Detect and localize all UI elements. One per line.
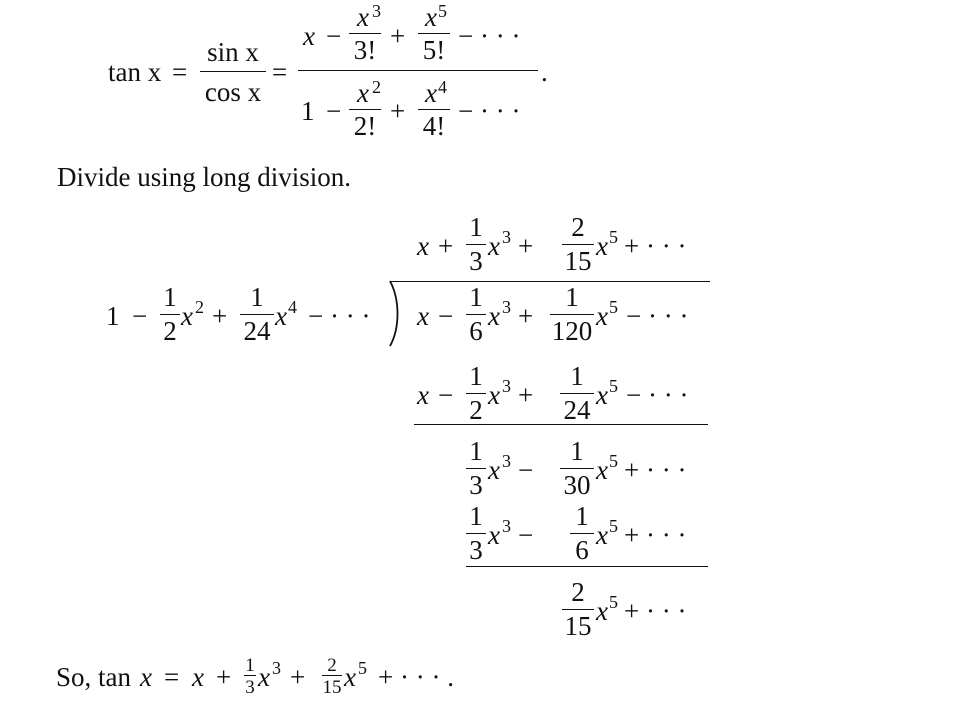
- num-x: x: [303, 21, 315, 51]
- q-bar1: [466, 244, 486, 245]
- conclusion-x: x: [140, 662, 152, 692]
- s2-e3: 3: [502, 516, 511, 536]
- s2-x5: x: [596, 520, 608, 550]
- s1-x: x: [417, 380, 429, 410]
- q-plus: +: [438, 231, 454, 261]
- dd-e3: 3: [502, 297, 511, 317]
- num-f5: 5!: [422, 35, 446, 65]
- r1-tail: + · · ·: [624, 455, 687, 485]
- q-tail: + · · ·: [624, 231, 687, 261]
- s1-minus: −: [438, 380, 454, 410]
- s1-den24: 24: [563, 395, 591, 425]
- r1-e5: 5: [609, 451, 618, 471]
- r1-den3: 3: [469, 470, 483, 500]
- num-tail: − · · ·: [458, 21, 521, 51]
- q-e5: 5: [609, 227, 618, 247]
- conclusion-x3: x: [258, 662, 270, 692]
- r1-e3: 3: [502, 451, 511, 471]
- s2-e5: 5: [609, 516, 618, 536]
- division-bracket: [384, 280, 404, 348]
- s1-bar1: [466, 393, 486, 394]
- r1-x5: x: [596, 455, 608, 485]
- conclusion-den1: 3: [245, 677, 255, 698]
- s1-plus: +: [518, 380, 534, 410]
- dv-x4: x: [275, 301, 287, 331]
- s2-tail: + · · ·: [624, 520, 687, 550]
- r2-e5: 5: [609, 592, 618, 612]
- period: .: [541, 57, 548, 87]
- r1-minus: −: [518, 455, 534, 485]
- num-plus: +: [390, 21, 406, 51]
- q-plus2: +: [518, 231, 534, 261]
- division-overline: [390, 281, 710, 282]
- den-plus: +: [390, 96, 406, 126]
- num-x3: x: [357, 2, 369, 32]
- dv-e4: 4: [288, 297, 297, 317]
- s1-num2: 1: [570, 361, 584, 391]
- den-f2: 2!: [353, 111, 377, 141]
- dd-tail: − · · ·: [626, 301, 689, 331]
- frac-bar-5: [418, 33, 450, 34]
- fraction-bar: [200, 71, 266, 72]
- r1-num2: 1: [570, 436, 584, 466]
- subtraction-line-2: [466, 566, 708, 567]
- conclusion-eq: =: [164, 662, 180, 692]
- den-one: 1: [301, 96, 315, 126]
- eq-1: =: [172, 57, 188, 87]
- r2-bar: [562, 609, 594, 610]
- q-x3: x: [488, 231, 500, 261]
- dd-e5: 5: [609, 297, 618, 317]
- q-num2: 2: [571, 212, 585, 242]
- dv-bar1: [160, 314, 180, 315]
- q-x: x: [417, 231, 429, 261]
- dv-bar2: [240, 314, 274, 315]
- s2-minus: −: [518, 520, 534, 550]
- r2-num: 2: [571, 577, 585, 607]
- s2-bar2: [570, 533, 594, 534]
- s1-e3: 3: [502, 376, 511, 396]
- s2-num1: 1: [469, 501, 483, 531]
- q-bar2: [562, 244, 594, 245]
- r2-tail: + · · ·: [624, 596, 687, 626]
- den-e4: 4: [438, 77, 447, 97]
- dv-minus: −: [132, 301, 148, 331]
- eq-2: =: [272, 57, 288, 87]
- s2-den3: 3: [469, 535, 483, 565]
- den-x2: x: [357, 78, 369, 108]
- conclusion-num2: 2: [327, 655, 337, 676]
- r1-bar2: [560, 468, 594, 469]
- s1-x3: x: [488, 380, 500, 410]
- lhs: tan x: [108, 57, 162, 87]
- s2-den6: 6: [575, 535, 589, 565]
- dv-num1: 1: [163, 282, 177, 312]
- num-e3: 3: [372, 1, 381, 21]
- dd-minus: −: [438, 301, 454, 331]
- s1-x5: x: [596, 380, 608, 410]
- s2-x3: x: [488, 520, 500, 550]
- instruction-text: Divide using long division.: [57, 162, 352, 192]
- conclusion-den2: 15: [322, 677, 342, 698]
- r2-x5: x: [596, 596, 608, 626]
- r1-bar1: [466, 468, 486, 469]
- s1-num1: 1: [469, 361, 483, 391]
- dd-num2: 1: [565, 282, 579, 312]
- conclusion-tail: + · · · .: [378, 662, 454, 692]
- s1-tail: − · · ·: [626, 380, 689, 410]
- main-fraction-bar: [298, 70, 538, 71]
- dd-x: x: [417, 301, 429, 331]
- num-minus: −: [326, 21, 342, 51]
- den-minus: −: [326, 96, 342, 126]
- r1-den30: 30: [563, 470, 591, 500]
- q-den3: 3: [469, 246, 483, 276]
- dv-tail: − · · ·: [308, 301, 371, 331]
- s2-bar1: [466, 533, 486, 534]
- frac-bar-3: [349, 33, 381, 34]
- q-x5: x: [596, 231, 608, 261]
- dv-den24: 24: [243, 316, 271, 346]
- num-x5: x: [425, 2, 437, 32]
- dv-one: 1: [106, 301, 120, 331]
- conclusion-plus2: +: [290, 662, 306, 692]
- frac-bar-2: [349, 109, 381, 110]
- dd-x3: x: [488, 301, 500, 331]
- dd-bar2: [550, 314, 594, 315]
- conclusion-e5: 5: [358, 658, 367, 678]
- dv-plus: +: [212, 301, 228, 331]
- num-f3: 3!: [353, 35, 377, 65]
- dd-num1: 1: [469, 282, 483, 312]
- conclusion-plus1: +: [216, 662, 232, 692]
- s1-e5: 5: [609, 376, 618, 396]
- r1-num1: 1: [469, 436, 483, 466]
- s1-den2: 2: [469, 395, 483, 425]
- dd-plus: +: [518, 301, 534, 331]
- subtraction-line-1: [414, 424, 708, 425]
- den-f4: 4!: [422, 111, 446, 141]
- cos-denominator: cos x: [204, 77, 262, 107]
- conclusion-so: So, tan: [56, 662, 132, 692]
- conclusion-bar2: [322, 675, 342, 676]
- den-x4: x: [425, 78, 437, 108]
- conclusion-e3: 3: [272, 658, 281, 678]
- sin-numerator: sin x: [207, 37, 259, 67]
- r1-x3: x: [488, 455, 500, 485]
- q-num1: 1: [469, 212, 483, 242]
- r2-den: 15: [564, 611, 592, 641]
- q-den15: 15: [564, 246, 592, 276]
- dd-den120: 120: [551, 316, 593, 346]
- s2-num2: 1: [575, 501, 589, 531]
- dd-den6: 6: [469, 316, 483, 346]
- dv-num2: 1: [250, 282, 264, 312]
- s1-bar2: [560, 393, 594, 394]
- den-e2: 2: [372, 77, 381, 97]
- dd-x5: x: [596, 301, 608, 331]
- frac-bar-4: [418, 109, 450, 110]
- dd-bar1: [466, 314, 486, 315]
- conclusion-bar1: [244, 675, 256, 676]
- dv-den2: 2: [163, 316, 177, 346]
- dv-e2: 2: [195, 297, 204, 317]
- conclusion-num1: 1: [245, 655, 255, 676]
- conclusion-x1: x: [192, 662, 204, 692]
- q-e3: 3: [502, 227, 511, 247]
- num-e5: 5: [438, 1, 447, 21]
- dv-x2: x: [181, 301, 193, 331]
- conclusion-x5: x: [344, 662, 356, 692]
- den-tail: − · · ·: [458, 96, 521, 126]
